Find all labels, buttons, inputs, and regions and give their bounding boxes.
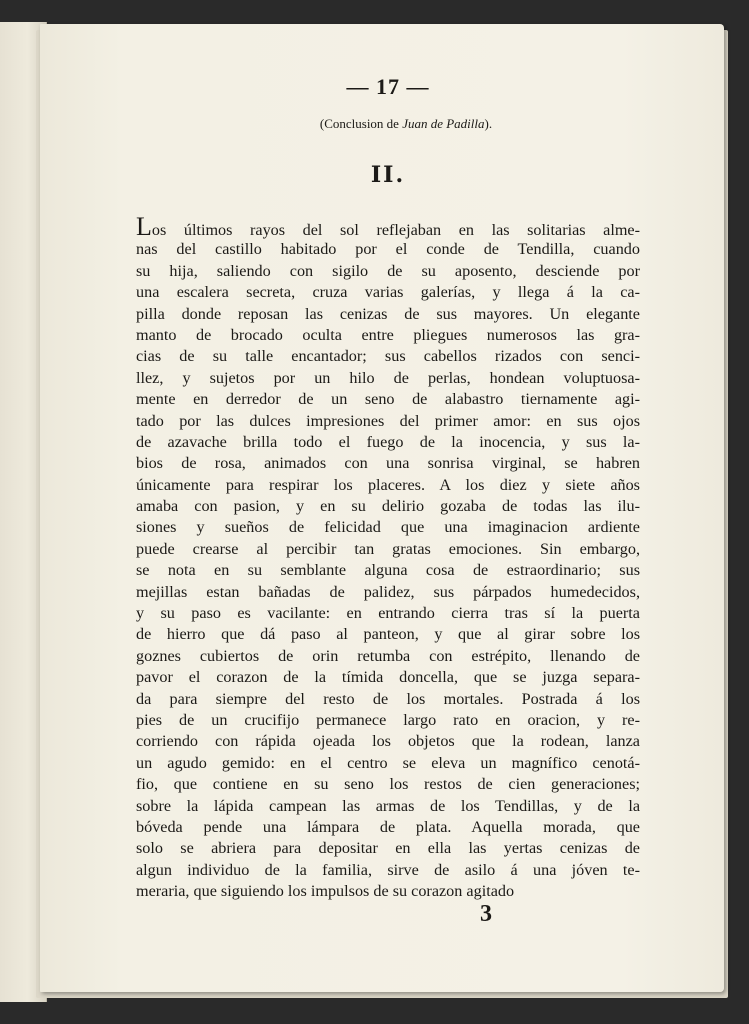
text-line: siones y sueños de felicidad que una imaginacion ardiente xyxy=(136,518,640,537)
body-paragraph xyxy=(136,212,640,903)
page-subtitle xyxy=(172,116,640,132)
text-line: corriendo con rápida ojeada los objetos que la rodean, lanza xyxy=(136,732,640,751)
text-line: bóveda pende una lámpara de plata. Aquella morada, que xyxy=(136,817,640,836)
text-line: nas del castillo habitado por el conde de Tendilla, cuando xyxy=(136,240,640,259)
text-line: y su paso es vacilante: en entrando cierra tras sí la puerta xyxy=(136,604,640,623)
text-line: puede crearse al percibir tan gratas emociones. Sin embargo, xyxy=(136,539,640,558)
drop-cap: L xyxy=(136,212,152,241)
chapter-heading: II. xyxy=(370,162,406,188)
subtitle-suffix: ). xyxy=(484,116,493,131)
text-line: Los últimos rayos del sol reflejaban en las solitarias alme- xyxy=(136,212,640,241)
text-line: cias de su talle encantador; sus cabellos rizados con senci- xyxy=(136,347,640,366)
text-line: de azavache brilla todo el fuego de la inocencia, y sus la- xyxy=(136,432,640,451)
text-line: una escalera secreta, cruza varias galerías, y llega á la ca- xyxy=(136,283,640,302)
text-line: su hija, saliendo con sigilo de su aposento, desciende por xyxy=(136,261,640,280)
text-line: meraria, que siguiendo los impulsos de su corazon agitado xyxy=(136,882,515,901)
text-line: bios de rosa, animados con una sonrisa virginal, se habren xyxy=(136,454,640,473)
text-line: amaba con pasion, y en su delirio gozaba de todas las ilu- xyxy=(136,497,640,516)
text-line: tado por las dulces impresiones del primer amor: en sus ojos xyxy=(136,411,640,430)
text-line: manto de brocado oculta entre pliegues numerosos las gra- xyxy=(136,325,640,344)
text-line: fio, que contiene en su seno los restos de cien generaciones; xyxy=(136,775,640,794)
text-line: algun individuo de la familia, sirve de asilo á una jóven te- xyxy=(136,860,640,879)
text-line: mejillas estan bañadas de palidez, sus párpados humedecidos, xyxy=(136,582,640,601)
book-page xyxy=(40,24,724,992)
text-line: se nota en su semblante alguna cosa de estraordinario; sus xyxy=(136,561,640,580)
text-line: pilla donde reposan las cenizas de sus mayores. Un elegante xyxy=(136,304,640,323)
text-line: da para siempre del resto de los mortales. Postrada á los xyxy=(136,689,640,708)
text-line: un agudo gemido: en el centro se eleva un magnífico cenotá- xyxy=(136,753,640,772)
subtitle-title: Juan de Padilla xyxy=(402,116,485,131)
text-line: goznes cubiertos de orin retumba con estrépito, llenando de xyxy=(136,646,640,665)
text-line: mente en derredor de un seno de alabastro tiernamente agi- xyxy=(136,390,640,409)
text-line: pies de un crucifijo permanece largo rato en oracion, y re- xyxy=(136,710,640,729)
signature-mark: 3 xyxy=(480,901,492,927)
text-line: sobre la lápida campean las armas de los Tendillas, y de la xyxy=(136,796,640,815)
page-number: — 17 — xyxy=(346,74,430,99)
text-line: llez, y sujetos por un hilo de perlas, hondean voluptuosa- xyxy=(136,368,640,387)
text-line: de hierro que dá paso al panteon, y que al girar sobre los xyxy=(136,625,640,644)
subtitle-prefix: (Conclusion de xyxy=(319,116,403,131)
page-content xyxy=(136,74,640,903)
text-line: solo se abriera para depositar en ella las yertas cenizas de xyxy=(136,839,640,858)
text-line: únicamente para respirar los placeres. A los diez y siete años xyxy=(136,475,640,494)
text-line: pavor el corazon de la tímida doncella, que se juzga separa- xyxy=(136,668,640,687)
